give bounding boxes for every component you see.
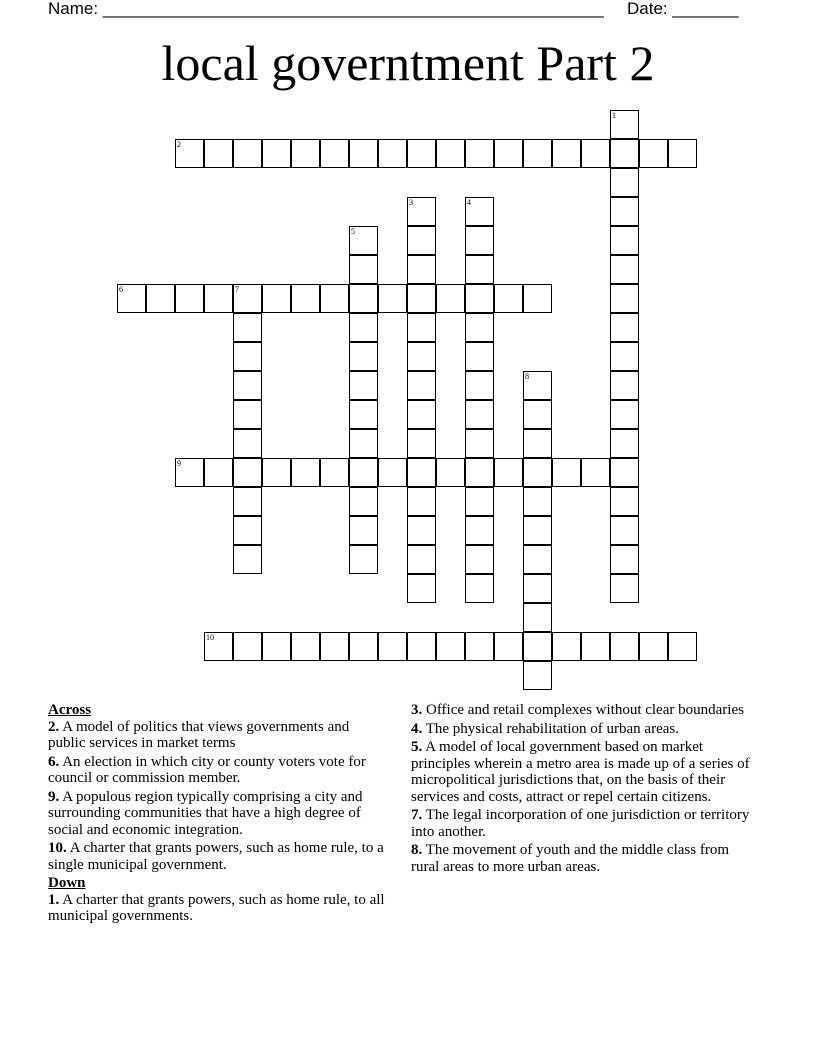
grid-cell[interactable] xyxy=(407,313,436,342)
grid-cell[interactable] xyxy=(523,632,552,661)
grid-cell[interactable] xyxy=(610,168,639,197)
grid-cell[interactable] xyxy=(639,632,668,661)
grid-cell[interactable] xyxy=(291,139,320,168)
grid-cell[interactable] xyxy=(349,545,378,574)
grid-cell[interactable] xyxy=(233,516,262,545)
down-clue: 7. The legal incorporation of one jurisdiction or territory into another. xyxy=(411,807,750,840)
grid-cell[interactable] xyxy=(349,313,378,342)
grid-cell[interactable] xyxy=(523,545,552,574)
grid-cell[interactable] xyxy=(610,574,639,603)
grid-cell[interactable] xyxy=(494,284,523,313)
grid-cell[interactable] xyxy=(407,284,436,313)
grid-cell[interactable] xyxy=(610,139,639,168)
grid-cell[interactable] xyxy=(465,255,494,284)
grid-cell[interactable] xyxy=(610,197,639,226)
grid-cell[interactable] xyxy=(262,284,291,313)
grid-cell[interactable] xyxy=(523,429,552,458)
grid-cell[interactable] xyxy=(407,342,436,371)
grid-cell[interactable] xyxy=(320,139,349,168)
grid-cell[interactable] xyxy=(581,458,610,487)
down-clue: 8. The movement of youth and the middle class from rural areas to more urban areas. xyxy=(411,842,729,875)
grid-cell[interactable] xyxy=(436,632,465,661)
clues-column-right xyxy=(411,702,761,877)
grid-cell[interactable] xyxy=(436,458,465,487)
grid-cell[interactable] xyxy=(610,487,639,516)
grid-cell[interactable] xyxy=(465,139,494,168)
page-title: local governtment Part 2 xyxy=(161,35,655,91)
grid-cell[interactable] xyxy=(175,458,204,487)
grid-cell[interactable] xyxy=(349,371,378,400)
grid-cell[interactable] xyxy=(204,632,233,661)
grid-cell[interactable] xyxy=(610,545,639,574)
clue-number: 7 xyxy=(235,285,239,294)
grid-cell[interactable] xyxy=(581,632,610,661)
grid-cell[interactable] xyxy=(407,516,436,545)
grid-cell[interactable] xyxy=(291,632,320,661)
grid-cell[interactable] xyxy=(465,342,494,371)
grid-cell[interactable] xyxy=(233,545,262,574)
grid-cell[interactable] xyxy=(146,284,175,313)
grid-cell[interactable] xyxy=(407,139,436,168)
grid-cell[interactable] xyxy=(378,284,407,313)
grid-cell[interactable] xyxy=(610,255,639,284)
grid-cell[interactable] xyxy=(610,429,639,458)
across-clue: 6. An election in which city or county voters vote for council or commission member. xyxy=(48,753,366,786)
grid-cell[interactable] xyxy=(610,400,639,429)
grid-cell[interactable] xyxy=(465,545,494,574)
grid-cell[interactable] xyxy=(407,255,436,284)
grid-cell[interactable] xyxy=(262,632,291,661)
clue-number: 8 xyxy=(525,372,529,381)
name-field-line: Name: _____________________________________________________ xyxy=(48,0,604,18)
grid-cell[interactable] xyxy=(465,429,494,458)
grid-cell[interactable] xyxy=(465,574,494,603)
grid-cell[interactable] xyxy=(233,632,262,661)
clues-column-left xyxy=(48,702,388,927)
grid-cell[interactable] xyxy=(407,197,436,226)
grid-cell[interactable] xyxy=(465,371,494,400)
clue-number: 2 xyxy=(177,140,181,149)
grid-cell[interactable] xyxy=(552,632,581,661)
grid-cell[interactable] xyxy=(407,400,436,429)
grid-cell[interactable] xyxy=(262,139,291,168)
grid-cell[interactable] xyxy=(407,226,436,255)
grid-cell[interactable] xyxy=(407,632,436,661)
grid-cell[interactable] xyxy=(349,284,378,313)
grid-cell[interactable] xyxy=(204,458,233,487)
grid-cell[interactable] xyxy=(552,458,581,487)
grid-cell[interactable] xyxy=(523,139,552,168)
grid-cell[interactable] xyxy=(320,284,349,313)
grid-cell[interactable] xyxy=(233,371,262,400)
down-clue: 4. The physical rehabilitation of urban areas. xyxy=(411,720,679,737)
grid-cell[interactable] xyxy=(117,284,146,313)
clue-number: 6 xyxy=(119,285,123,294)
grid-cell[interactable] xyxy=(349,226,378,255)
grid-cell[interactable] xyxy=(349,458,378,487)
grid-cell[interactable] xyxy=(523,400,552,429)
grid-cell[interactable] xyxy=(610,226,639,255)
grid-cell[interactable] xyxy=(407,458,436,487)
across-clue: 2. A model of politics that views governments and public services in market terms xyxy=(48,718,350,751)
grid-cell[interactable] xyxy=(349,516,378,545)
grid-cell[interactable] xyxy=(494,139,523,168)
grid-cell[interactable] xyxy=(465,400,494,429)
grid-cell[interactable] xyxy=(204,139,233,168)
grid-cell[interactable] xyxy=(610,458,639,487)
grid-cell[interactable] xyxy=(465,226,494,255)
grid-cell[interactable] xyxy=(407,429,436,458)
grid-cell[interactable] xyxy=(523,661,552,690)
down-clue: 5. A model of local government based on market principles wherein a metro area is made up of a series of micropolitical jurisdictions that, on the basis of their services and costs, attract or repel certain citizens. xyxy=(411,739,750,805)
grid-cell[interactable] xyxy=(407,574,436,603)
grid-cell[interactable] xyxy=(175,284,204,313)
grid-cell[interactable] xyxy=(436,139,465,168)
grid-cell[interactable] xyxy=(494,458,523,487)
grid-cell[interactable] xyxy=(233,458,262,487)
grid-cell[interactable] xyxy=(349,429,378,458)
grid-cell[interactable] xyxy=(610,632,639,661)
grid-cell[interactable] xyxy=(233,313,262,342)
down-clue: 1. A charter that grants powers, such as home rule, to all municipal governments. xyxy=(48,891,385,924)
grid-cell[interactable] xyxy=(349,342,378,371)
grid-cell[interactable] xyxy=(465,516,494,545)
grid-cell[interactable] xyxy=(436,284,465,313)
grid-cell[interactable] xyxy=(668,139,697,168)
grid-cell[interactable] xyxy=(610,110,639,139)
grid-cell[interactable] xyxy=(262,458,291,487)
grid-cell[interactable] xyxy=(523,516,552,545)
grid-cell[interactable] xyxy=(233,284,262,313)
grid-cell[interactable] xyxy=(552,139,581,168)
grid-cell[interactable] xyxy=(349,255,378,284)
grid-cell[interactable] xyxy=(465,458,494,487)
grid-cell[interactable] xyxy=(465,632,494,661)
grid-cell[interactable] xyxy=(523,371,552,400)
grid-cell[interactable] xyxy=(494,632,523,661)
grid-cell[interactable] xyxy=(668,632,697,661)
down-clue: 3. Office and retail complexes without clear boundaries xyxy=(411,702,744,718)
grid-cell[interactable] xyxy=(407,545,436,574)
grid-cell[interactable] xyxy=(378,458,407,487)
across-clue: 10. A charter that grants powers, such as home rule, to a single municipal government. xyxy=(48,840,384,873)
grid-cell[interactable] xyxy=(175,139,204,168)
grid-cell[interactable] xyxy=(378,632,407,661)
grid-cell[interactable] xyxy=(465,284,494,313)
clue-number: 5 xyxy=(351,227,355,236)
grid-cell[interactable] xyxy=(465,197,494,226)
grid-cell[interactable] xyxy=(233,342,262,371)
grid-cell[interactable] xyxy=(523,284,552,313)
grid-cell[interactable] xyxy=(610,313,639,342)
down-heading: Down xyxy=(48,875,86,891)
grid-cell[interactable] xyxy=(639,139,668,168)
grid-cell[interactable] xyxy=(523,574,552,603)
grid-cell[interactable] xyxy=(291,458,320,487)
grid-cell[interactable] xyxy=(233,429,262,458)
grid-cell[interactable] xyxy=(320,632,349,661)
grid-cell[interactable] xyxy=(349,632,378,661)
grid-cell[interactable] xyxy=(465,487,494,516)
grid-cell[interactable] xyxy=(233,139,262,168)
grid-cell[interactable] xyxy=(523,487,552,516)
grid-cell[interactable] xyxy=(320,458,349,487)
grid-cell[interactable] xyxy=(523,603,552,632)
grid-cell[interactable] xyxy=(349,400,378,429)
grid-cell[interactable] xyxy=(610,516,639,545)
across-heading: Across xyxy=(48,702,92,718)
grid-cell[interactable] xyxy=(610,342,639,371)
grid-cell[interactable] xyxy=(610,371,639,400)
grid-cell[interactable] xyxy=(204,284,233,313)
grid-cell[interactable] xyxy=(407,487,436,516)
grid-cell[interactable] xyxy=(349,487,378,516)
date-field-line: Date: _______ xyxy=(627,0,739,18)
grid-cell[interactable] xyxy=(349,139,378,168)
grid-cell[interactable] xyxy=(233,400,262,429)
grid-cell[interactable] xyxy=(407,371,436,400)
clue-number: 9 xyxy=(177,459,181,468)
across-clue: 9. A populous region typically comprising a city and surrounding communities that have a high degree of social and economic integration. xyxy=(48,788,363,838)
clue-number: 4 xyxy=(467,198,471,207)
grid-cell[interactable] xyxy=(465,313,494,342)
grid-cell[interactable] xyxy=(291,284,320,313)
grid-cell[interactable] xyxy=(378,139,407,168)
clue-number: 10 xyxy=(206,633,214,642)
grid-cell[interactable] xyxy=(523,458,552,487)
clue-number: 3 xyxy=(409,198,413,207)
grid-cell[interactable] xyxy=(610,284,639,313)
clue-number: 1 xyxy=(612,111,616,120)
grid-cell[interactable] xyxy=(233,487,262,516)
grid-cell[interactable] xyxy=(581,139,610,168)
